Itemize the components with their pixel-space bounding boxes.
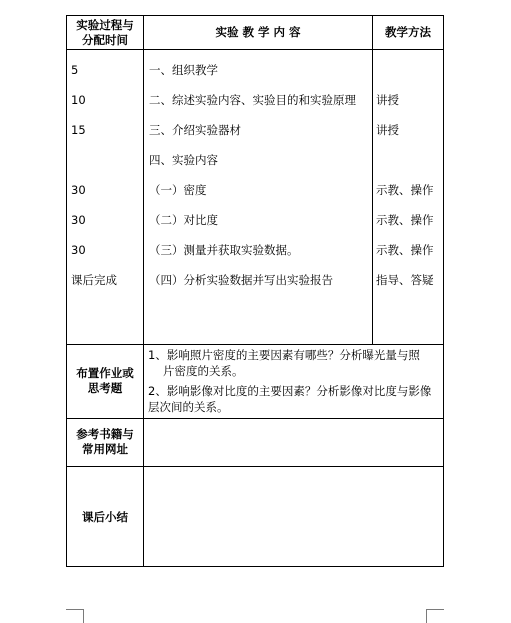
row-method: 示教、操作: [376, 213, 434, 227]
homework-line: 片密度的关系。: [163, 364, 244, 378]
row-time: 10: [71, 93, 86, 107]
row-time: 15: [71, 123, 86, 137]
homework-label-line1: 布置作业或: [76, 366, 134, 380]
homework-label-line2: 思考题: [87, 381, 123, 395]
row-method: 示教、操作: [376, 243, 434, 257]
summary-label: 课后小结: [82, 510, 128, 524]
header-col1-line2: 分配时间: [82, 33, 128, 47]
row-method: 讲授: [376, 123, 399, 137]
table-border-top: [66, 15, 444, 16]
row-method: 示教、操作: [376, 183, 434, 197]
header-separator: [66, 49, 444, 50]
row-content: 三、介绍实验器材: [149, 123, 241, 137]
row-content: （四）分析实验数据并写出实验报告: [149, 273, 333, 287]
row-content: （三）测量并获取实验数据。: [149, 243, 299, 257]
homework-line: 1、影响照片密度的主要因素有哪些？分析曝光量与照: [148, 348, 420, 362]
header-col3: 教学方法: [385, 25, 431, 39]
homework-separator: [66, 344, 444, 345]
header-col2: 实验 教 学 内 容: [215, 25, 301, 39]
homework-line: 2、影响影像对比度的主要因素？分析影像对比度与影像: [148, 384, 432, 398]
column-separator-1: [143, 15, 144, 567]
row-method: 讲授: [376, 93, 399, 107]
crop-mark-left-horizontal: [66, 609, 83, 610]
references-label-line2: 常用网址: [82, 442, 128, 456]
row-content: 二、综述实验内容、实验目的和实验原理: [149, 93, 356, 107]
row-time: 30: [71, 243, 86, 257]
row-method: 指导、答疑: [376, 273, 434, 287]
header-col1-line1: 实验过程与: [76, 18, 134, 32]
crop-mark-left-vertical: [83, 609, 84, 623]
summary-separator: [66, 466, 444, 467]
row-time: 30: [71, 213, 86, 227]
column-separator-2: [372, 15, 373, 345]
row-content: （二）对比度: [149, 213, 218, 227]
table-border-right: [443, 15, 444, 567]
row-time: 课后完成: [71, 273, 117, 287]
homework-line: 层次间的关系。: [148, 400, 229, 414]
row-content: 四、实验内容: [149, 153, 218, 167]
crop-mark-right-vertical: [426, 609, 427, 623]
references-separator: [66, 418, 444, 419]
references-label-line1: 参考书籍与: [76, 427, 134, 441]
row-content: 一、组织教学: [149, 63, 218, 77]
crop-mark-right-horizontal: [426, 609, 444, 610]
table-border-left: [66, 15, 67, 567]
row-content: （一）密度: [149, 183, 207, 197]
row-time: 5: [71, 63, 79, 77]
row-time: 30: [71, 183, 86, 197]
table-border-bottom: [66, 566, 444, 567]
